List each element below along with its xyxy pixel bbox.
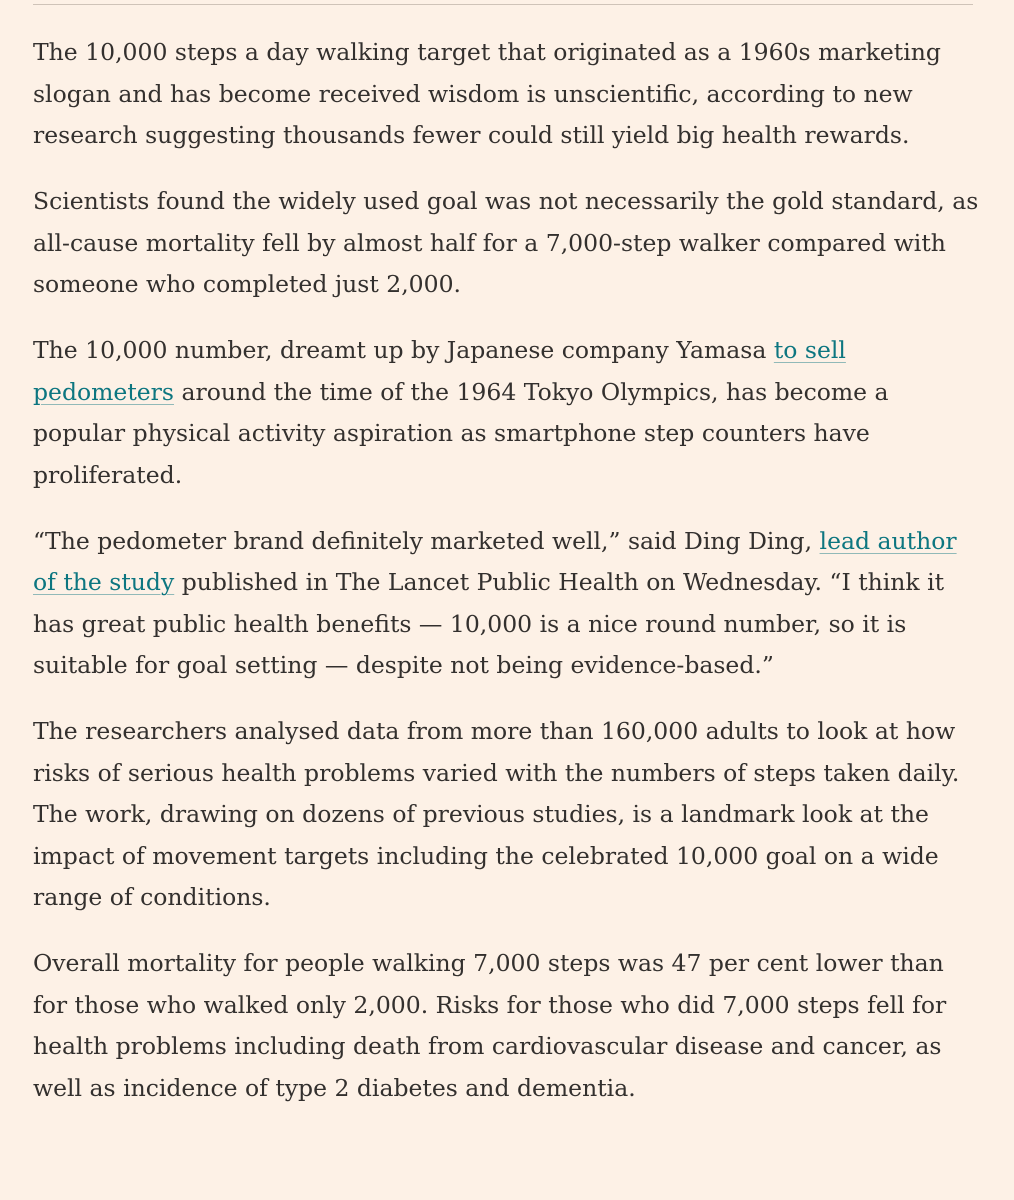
to-sell-pedometers-link[interactable]: to sell pedometers	[33, 336, 846, 406]
paragraph-3-text-after: around the time of the 1964 Tokyo Olympics, has become a popular physical activity aspiration as smartphone step counters have proliferated.	[33, 377, 889, 489]
paragraph-5: The researchers analysed data from more than 160,000 adults to look at how risks of serious health problems varied with the numbers of steps taken daily. The work, drawing on dozens of previous studies, is a landmark look at the impact of movement targets including the celebrated 10,000 goal on a wide range of conditions.	[33, 717, 960, 911]
article-body	[33, 32, 985, 1134]
paragraph-4	[33, 521, 985, 687]
paragraph-4-text-before: “The pedometer brand definitely marketed well,” said Ding Ding,	[33, 526, 820, 555]
lead-author-of-the-study-link[interactable]: lead author of the study	[33, 526, 957, 596]
paragraph-6: Overall mortality for people walking 7,000 steps was 47 per cent lower than for those who walked only 2,000. Risks for those who did 7,000 steps fell for health problems including death from cardiovascular disease and cancer, as well as incidence of type 2 diabetes and dementia.	[33, 949, 947, 1102]
paragraph-2: Scientists found the widely used goal was not necessarily the gold standard, as all-cause mortality fell by almost half for a 7,000-step walker compared with someone who completed just 2,000.	[33, 187, 979, 298]
top-divider	[33, 4, 973, 5]
paragraph-4-text-after: published in The Lancet Public Health on Wednesday. “I think it has great public health benefits — 10,000 is a nice round number, so it is suitable for goal setting — despite not being evidence-based.”	[33, 568, 945, 679]
paragraph-1: The 10,000 steps a day walking target that originated as a 1960s marketing slogan and has become received wisdom is unscientific, according to new research suggesting thousands fewer could still yield big health rewards.	[33, 38, 941, 149]
paragraph-3-text-before: The 10,000 number, dreamt up by Japanese company Yamasa	[33, 336, 774, 364]
paragraph-3	[33, 330, 985, 496]
